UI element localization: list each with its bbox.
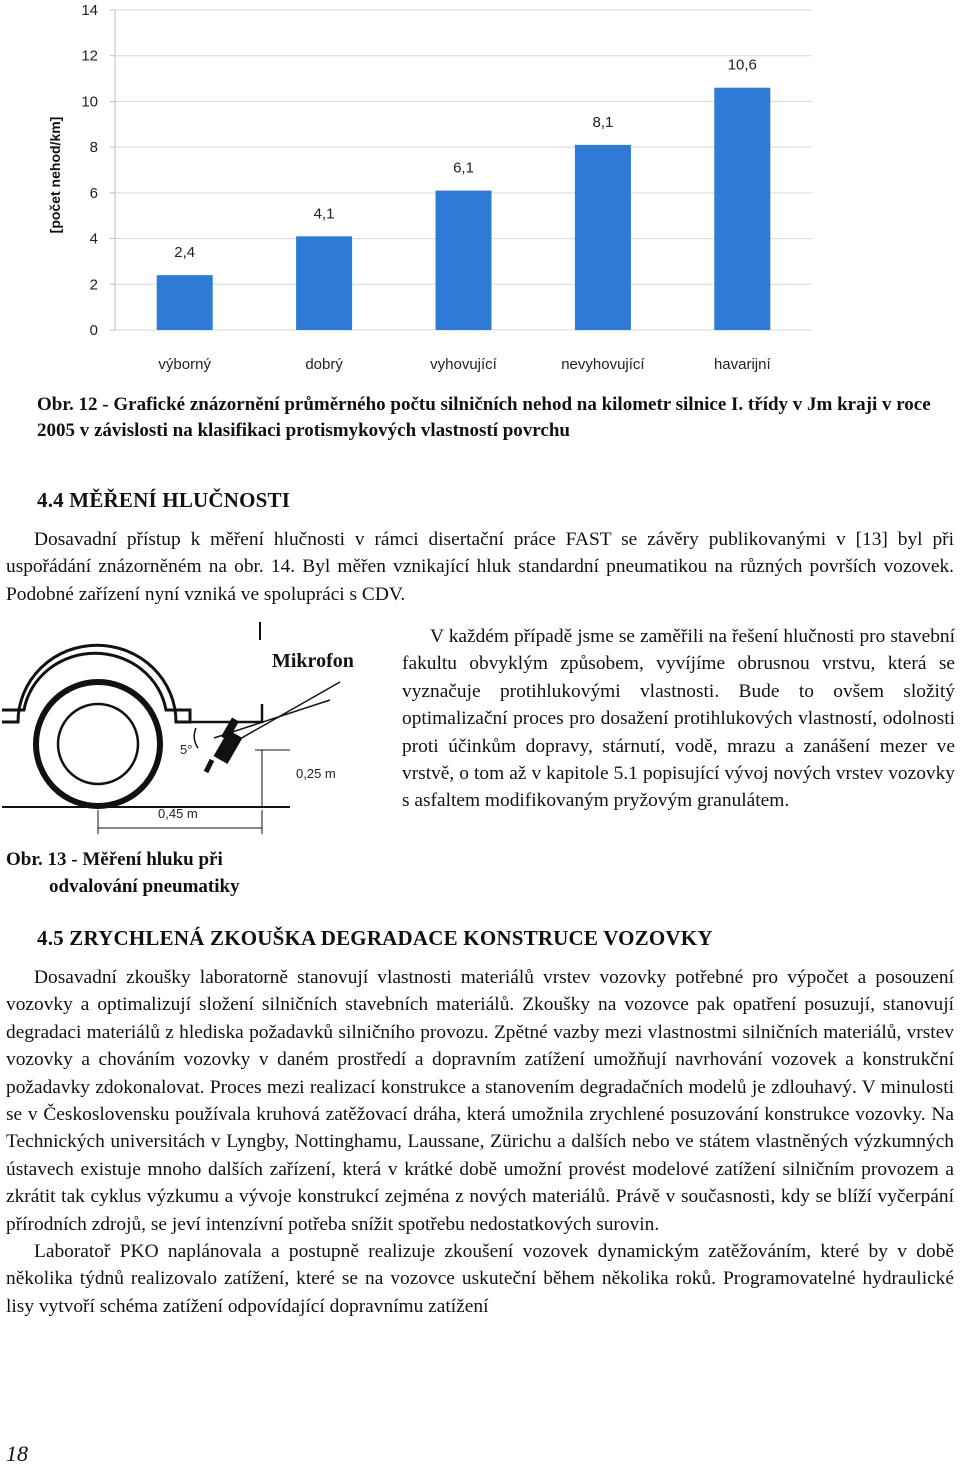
page-number: 18 bbox=[6, 1441, 28, 1466]
section-4-4-side-paragraph bbox=[402, 623, 955, 815]
figure-12-caption: Obr. 12 - Grafické znázornění průměrného počtu silničních nehod na kilometr silnice I. třídy v Jm kraji v roce 2005 v závislosti na klasifikaci protismykových vlastností povrchu bbox=[37, 394, 931, 441]
x-tick-label: vyhovující bbox=[430, 356, 497, 373]
x-tick-label: výborný bbox=[158, 356, 211, 373]
bar bbox=[296, 236, 352, 330]
section-4-4-heading: 4.4 MĚŘENÍ HLUČNOSTI bbox=[37, 488, 291, 512]
y-tick-label: 2 bbox=[89, 276, 98, 294]
bar bbox=[157, 275, 213, 330]
figure-13-caption-line1: Obr. 13 - Měření hluku při bbox=[6, 849, 223, 870]
data-label: 8,1 bbox=[592, 113, 614, 131]
figure-13-caption-line2: odvalování pneumatiky bbox=[49, 876, 240, 897]
microphone-label: Mikrofon bbox=[272, 650, 354, 672]
y-tick-label: 12 bbox=[81, 47, 98, 65]
bar bbox=[436, 191, 492, 330]
y-axis-label: [počet nehod/km] bbox=[47, 116, 63, 234]
y-tick-label: 14 bbox=[81, 2, 98, 19]
data-label: 6,1 bbox=[453, 159, 474, 177]
y-tick-label: 0 bbox=[89, 322, 98, 339]
chart-bars bbox=[157, 88, 771, 330]
section-4-4-side-text: V každém případě jsme se zaměřili na řešení hlučnosti pro stavební fakultu obvyklým způsobem, vyvíjíme obrusnou vrstvu, která se vyznačuje protihlukovými vlastnosti. Bude to ovšem složitý optimalizační proces pro dosažení protihlukových vlastností, odolnosti proti účinkům dopravy, stárnutí, vodě, mrazu a zanášení mezer ve vrstvě, o tom až v kapitole 5.1 popisující vývoj nových vrstev vozovky s asfaltem modifikovaným pryžovým granulátem. bbox=[402, 626, 955, 812]
figure-13-caption bbox=[6, 846, 276, 900]
section-4-5-body bbox=[6, 964, 954, 1320]
angle-label: 5° bbox=[180, 742, 193, 757]
data-label: 10,6 bbox=[727, 56, 757, 74]
horizontal-distance-label: 0,45 m bbox=[158, 806, 198, 821]
section-4-5-heading: 4.5 ZRYCHLENÁ ZKOUŠKA DEGRADACE KONSTRUCE VOZOVKY bbox=[37, 926, 713, 950]
section-4-5-paragraph-2: Laboratoř PKO naplánovala a postupně realizuje zkoušení vozovek dynamickým zatěžováním, které by v době několika týdnů realizovalo zatížení, které se na vozovce uskuteční během několika roků. Programovatelné hydraulické lisy vytvoří schéma zatížení odpovídající dopravnímu zatížení bbox=[6, 1241, 954, 1317]
tyre-icon bbox=[36, 682, 160, 806]
x-tick-label: havarijní bbox=[713, 356, 771, 373]
x-tick-label: nevyhovující bbox=[561, 356, 645, 373]
y-tick-label: 6 bbox=[89, 184, 98, 202]
section-4-4-paragraph bbox=[6, 526, 954, 608]
bar bbox=[714, 88, 770, 330]
wheel-rim bbox=[58, 704, 138, 784]
data-label: 4,1 bbox=[313, 205, 335, 223]
y-tick-label: 10 bbox=[81, 93, 98, 111]
x-tick-label: dobrý bbox=[305, 356, 343, 373]
microphone-icon bbox=[206, 717, 242, 772]
data-label: 2,4 bbox=[174, 244, 196, 262]
section-4-4-text: Dosavadní přístup k měření hlučnosti v rámci disertační práce FAST se závěry publikovanými v [13] byl při uspořádání znázorněném na obr. 14. Byl měřen vznikající hluk standardní pneumatikou na různých površích vozovek. Podobné zařízení nyní vzniká ve spolupráci s CDV. bbox=[6, 529, 954, 605]
bar bbox=[575, 145, 631, 330]
y-tick-label: 8 bbox=[89, 139, 98, 157]
vertical-distance-label: 0,25 m bbox=[296, 766, 336, 781]
section-4-5-paragraph-1: Dosavadní zkoušky laboratorně stanovují vlastnosti materiálů vrstev vozovky potřebné pro výpočet a posouzení vozovky a optimalizují složení silničních stavebních materiálů. Zkoušky na vozovce pak opatření posuzují, stanovují degradaci materiálů z hlediska požadavků silničního provozu. Zpětné vazby mezi vlastnostmi silničních materiálů, vrstev vozovky a chováním vozovky v daném prostředí a dopravním zatížení umožňují navrhování vozovek a konstrukční požadavky zdokonalovat. Proces mezi realizací konstrukce a stanovením degradačních modelů je zdlouhavý. V minulosti se v Československu používala kruhová zatěžovací dráha, která umožnila zrychlené posuzování konstrukce vozovky. Na Technických universitách v Lyngby, Nottinghamu, Laussane, Zürichu a dalších nebo ve státem vlastněných výzkumných ústavech existuje mnoho dalších zařízení, která v krátké době umožní provést modelové zatížení silničním provozem a zkrátit tak cyklus výzkumu a vývoje konstrukcí zejména z nových materiálů. Právě v současnosti, kdy se blíží vyčerpání přírodních zdrojů, se jeví intenzívní potřeba snížit spotřebu nedostatkových surovin. bbox=[6, 967, 954, 1235]
bar-chart bbox=[0, 0, 960, 385]
y-tick-label: 4 bbox=[89, 230, 98, 248]
angle-arc bbox=[194, 728, 198, 748]
